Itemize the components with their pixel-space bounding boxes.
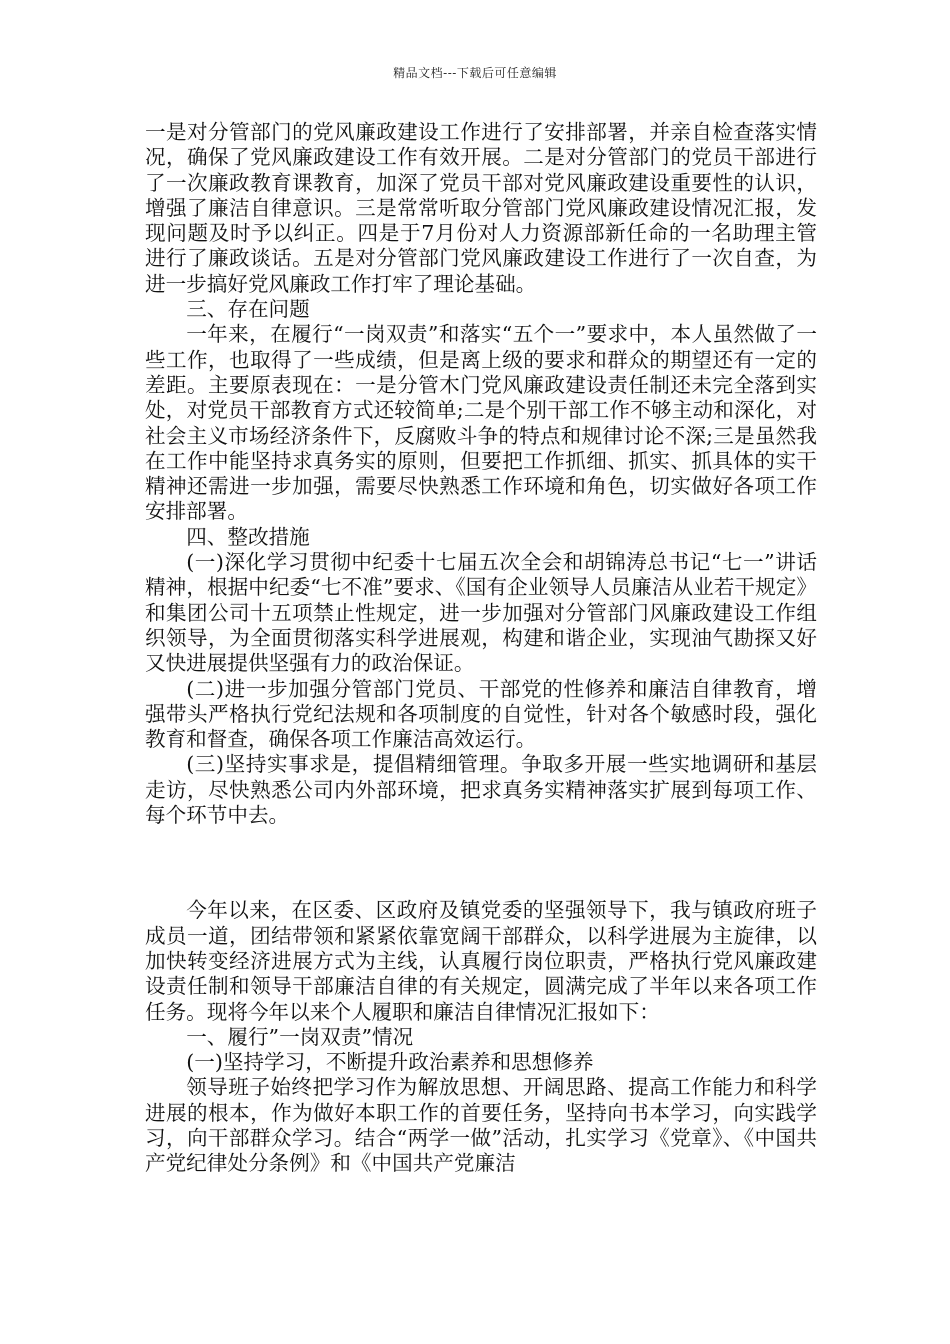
paragraph-report-intro: 今年以来，在区委、区政府及镇党委的坚强领导下，我与镇政府班子成员一道，团结带领和紧紧依靠宽阔干部群众，以科学进展为主旋律，以加快转变经济进展方式为主线，认真履行岗位职责，严格执行党风廉政建设责任制和领导干部廉洁自律的有关规定，圆满完成了半年以来各项工作任务。现将今年以来个人履职和廉洁自律情况汇报如下：: [145, 898, 817, 1024]
paragraph-measure-1: (一)深化学习贯彻中纪委十七届五次全会和胡锦涛总书记“七一”讲话精神，根据中纪委“七不准”要求、《国有企业领导人员廉洁从业若干规定》和集团公司十五项禁止性规定，进一步加强对分管部门风廉政建设工作组织领导，为全面贯彻落实科学进展观，构建和谐企业，实现油气勘探又好又快进展提供坚强有力的政治保证。: [145, 550, 817, 676]
subheading-study: (一)坚持学习，不断提升政治素养和思想修养: [186, 1050, 594, 1075]
paragraph-measure-3: (三)坚持实事求是，提倡精细管理。争取多开展一些实地调研和基层走访，尽快熟悉公司内外部环境，把求真务实精神落实扩展到每项工作、每个环节中去。: [145, 752, 817, 828]
paragraph-study: 领导班子始终把学习作为解放思想、开阔思路、提高工作能力和科学进展的根本，作为做好本职工作的首要任务，坚持向书本学习，向实践学习，向干部群众学习。结合“两学一做”活动，扎实学习《党章》、《中国共产党纪律处分条例》和《中国共产党廉洁: [145, 1075, 817, 1176]
paragraph-duty-work: 一是对分管部门的党风廉政建设工作进行了安排部署，并亲自检查落实情况，确保了党风廉政建设工作有效开展。二是对分管部门的党员干部进行了一次廉政教育课教育，加深了党员干部对党风廉政建设重要性的认识，增强了廉洁自律意识。三是常常听取分管部门党风廉政建设情况汇报，发现问题及时予以纠正。四是于7月份对人力资源部新任命的一名助理主管进行了廉政谈话。五是对分管部门党风廉政建设工作进行了一次自查，为进一步搞好党风廉政工作打牢了理论基础。: [145, 120, 817, 296]
paragraph-problems: 一年来，在履行“一岗双责”和落实“五个一”要求中，本人虽然做了一些工作，也取得了一些成绩，但是离上级的要求和群众的期望还有一定的差距。主要原表现在：一是分管木门党风廉政建设责任制还未完全落到实处，对党员干部教育方式还较简单;二是个别干部工作不够主动和深化，对社会主义市场经济条件下，反腐败斗争的特点和规律讨论不深;三是虽然我在工作中能坚持求真务实的原则，但要把工作抓细、抓实、抓具体的实干精神还需进一步加强，需要尽快熟悉工作环境和角色，切实做好各项工作安排部署。: [145, 322, 817, 524]
paragraph-measure-2: (二)进一步加强分管部门党员、干部党的性修养和廉洁自律教育，增强带头严格执行党纪法规和各项制度的自觉性，针对各个敏感时段，强化教育和督查，确保各项工作廉洁高效运行。: [145, 676, 817, 752]
heading-existing-problems: 三、存在问题: [186, 297, 310, 322]
heading-duty-status: 一、履行”一岗双责”情况: [186, 1024, 414, 1049]
page-header: 精品文档---下载后可任意编辑: [393, 66, 557, 80]
section-gap: [145, 828, 817, 898]
heading-rectification-measures: 四、整改措施: [186, 524, 310, 549]
document-body: [145, 120, 817, 1177]
